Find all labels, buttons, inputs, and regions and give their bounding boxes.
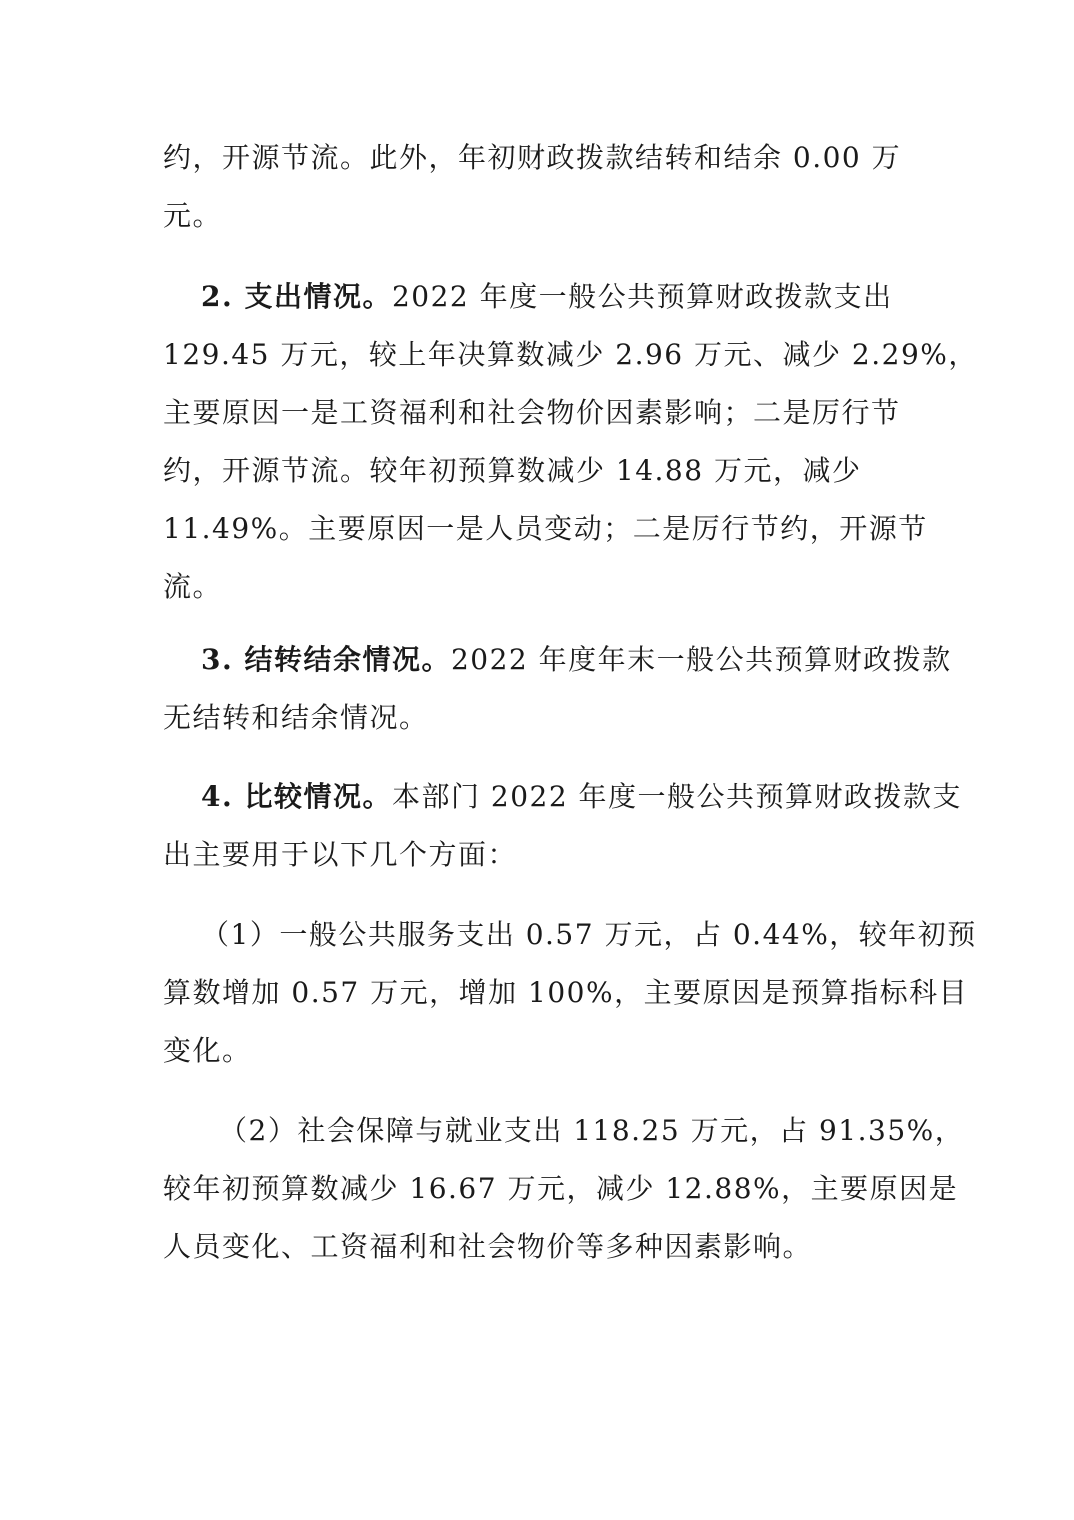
- text-line: 11.49%。主要原因一是人员变动；二是厉行节约，开源节: [163, 512, 928, 545]
- text-line: 129.45 万元，较上年决算数减少 2.96 万元、减少 2.29%，: [163, 338, 978, 371]
- text-line: [163, 768, 962, 826]
- section-heading: 3. 结转结余情况。: [201, 643, 451, 676]
- text-line: （2）社会保障与就业支出 118.25 万元，占 91.35%，: [219, 1114, 965, 1147]
- paragraph-income-continued: [163, 129, 901, 245]
- text-line: [163, 268, 978, 326]
- text-run: 本部门 2022 年度一般公共预算财政拨款支: [391, 780, 963, 813]
- text-line: 出主要用于以下几个方面：: [163, 838, 518, 871]
- text-line: 算数增加 0.57 万元，增加 100%，主要原因是预算指标科目: [163, 976, 969, 1009]
- text-line: 元。: [163, 199, 223, 232]
- section-heading: 4. 比较情况。: [201, 780, 392, 813]
- text-line: （1）一般公共服务支出 0.57 万元，占 0.44%，较年初预: [201, 918, 977, 951]
- paragraph-expenditure: [163, 268, 978, 616]
- paragraph-comparison: [163, 768, 962, 884]
- text-line: 流。: [163, 570, 223, 603]
- paragraph-item-1: [163, 906, 977, 1080]
- section-heading: 2. 支出情况。: [201, 280, 392, 313]
- text-line: 主要原因一是工资福利和社会物价因素影响；二是厉行节: [163, 396, 901, 429]
- text-line: 约，开源节流。此外，年初财政拨款结转和结余 0.00 万: [163, 141, 902, 174]
- paragraph-carryover: [163, 631, 952, 747]
- text-line: 人员变化、工资福利和社会物价等多种因素影响。: [163, 1230, 813, 1263]
- text-line: [163, 631, 952, 689]
- text-line: 约，开源节流。较年初预算数减少 14.88 万元，减少: [163, 454, 862, 487]
- text-run: 2022 年度一般公共预算财政拨款支出: [391, 280, 893, 313]
- text-line: 变化。: [163, 1034, 252, 1067]
- text-line: 无结转和结余情况。: [163, 701, 429, 734]
- text-run: 2022 年度年末一般公共预算财政拨款: [450, 643, 952, 676]
- paragraph-item-2: [163, 1102, 964, 1276]
- text-line: 较年初预算数减少 16.67 万元，减少 12.88%，主要原因是: [163, 1172, 959, 1205]
